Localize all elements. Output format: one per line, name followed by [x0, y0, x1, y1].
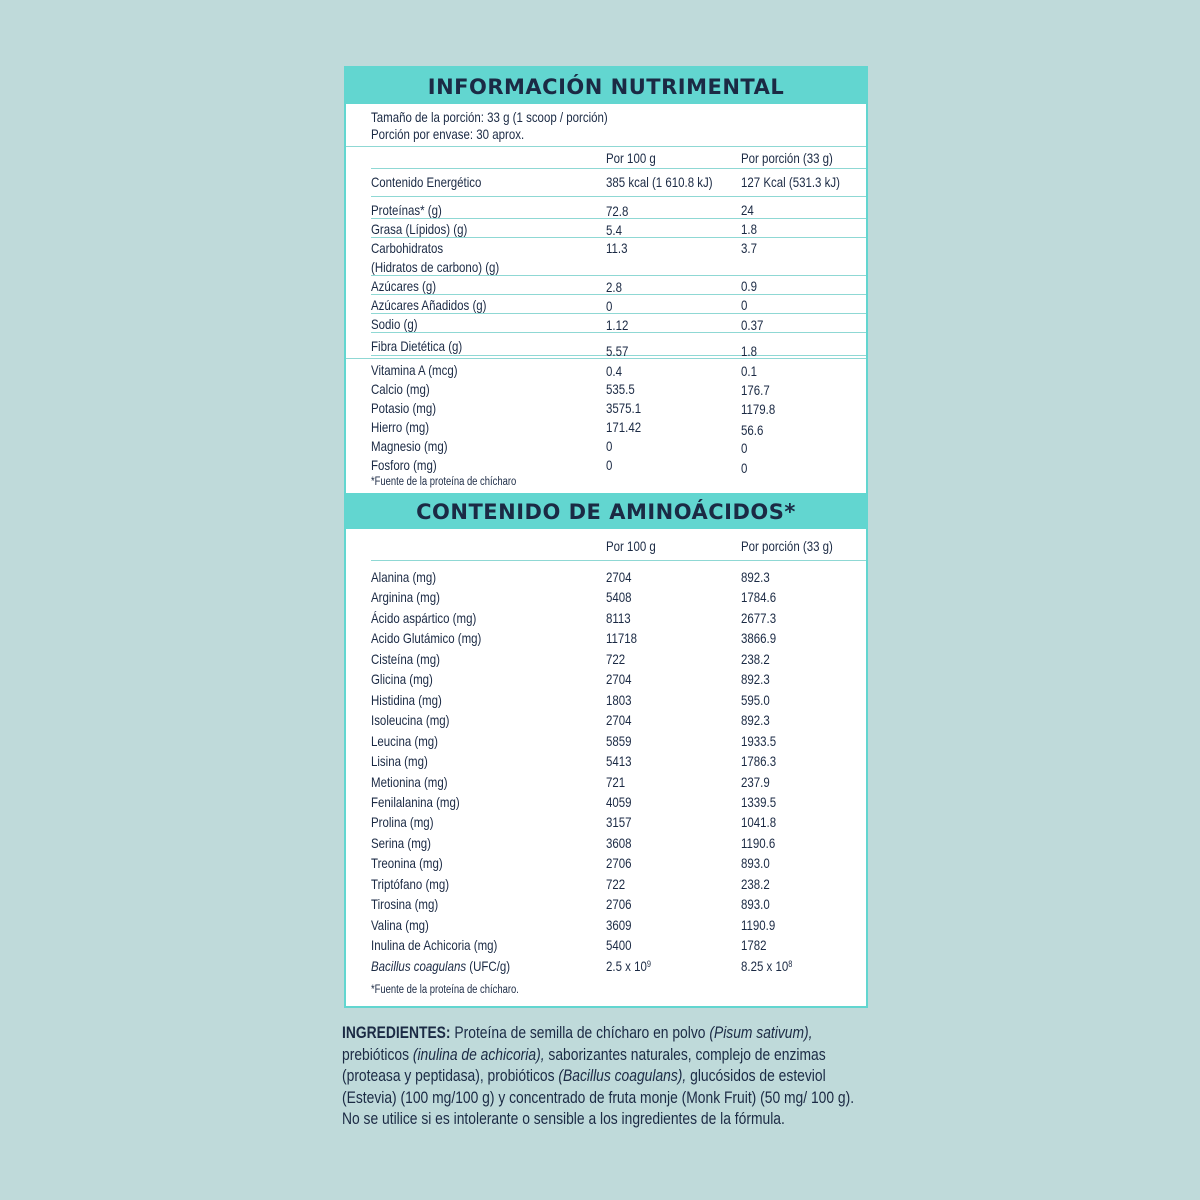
amino-per100: 722: [606, 651, 626, 667]
amino-per100: 722: [606, 876, 626, 892]
serving-size: Tamaño de la porción: 33 g (1 scoop / porción): [371, 109, 608, 125]
nutrient-per100: 5.4: [606, 222, 622, 238]
bacillus-label: Bacillus coagulans (UFC/g): [371, 958, 511, 974]
amino-per100: 11718: [606, 630, 638, 646]
nutrient-label: Calcio (mg): [371, 381, 430, 397]
ingredients-segment: (Pisum sativum),: [709, 1023, 813, 1042]
amino-perserving: 595.0: [741, 692, 770, 708]
ingredients-segment: (inulina de achicoria),: [412, 1044, 545, 1064]
nutrient-label: Grasa (Lípidos) (g): [371, 221, 468, 237]
ingredients-segment: (Estevia) (100 mg/100 g) y concentrado de fruta monje (Monk Fruit) (50 mg/ 100 g).: [342, 1087, 855, 1107]
amino-perserving: 2677.3: [741, 610, 777, 626]
amino-label: Alanina (mg): [371, 569, 437, 585]
amino-col-header-perserving: Por porción (33 g): [741, 538, 833, 554]
amino-per100: 721: [606, 774, 626, 790]
amino-per100: 3609: [606, 917, 632, 933]
amino-perserving: 237.9: [741, 774, 770, 790]
amino-per100: 8113: [606, 610, 631, 626]
ingredients-segment: glucósidos de esteviol: [686, 1066, 826, 1086]
nutrient-per100: 72.8: [606, 203, 629, 219]
divider: [371, 168, 866, 169]
bacillus-perserving: 8.25 x $10^8$: [741, 958, 793, 974]
ingredients-line: [342, 1044, 826, 1066]
nutrient-per100: 1.12: [606, 317, 629, 333]
nutrient-perserving: 0.37: [741, 317, 764, 333]
bacillus-per100: 2.5 x $10^9$: [606, 958, 651, 974]
amino-perserving: 1339.5: [741, 794, 777, 810]
amino-per100: 2704: [606, 569, 632, 585]
ingredients-line: [342, 1108, 785, 1130]
nutrient-label-cont: (Hidratos de carbono) (g): [371, 259, 500, 275]
nutrient-label: Azúcares (g): [371, 278, 437, 294]
amino-per100: 5400: [606, 937, 632, 953]
nutrient-per100: 0: [606, 457, 613, 473]
servings-per-container: Porción por envase: 30 aprox.: [371, 126, 525, 142]
ingredients-line: [342, 1022, 813, 1044]
nutrient-per100: 11.3: [606, 240, 628, 256]
amino-perserving: 1782: [741, 937, 767, 953]
amino-per100: 5408: [606, 589, 632, 605]
divider: [346, 146, 866, 147]
amino-perserving: 892.3: [741, 671, 770, 687]
nutrient-perserving: 24: [741, 202, 754, 218]
amino-perserving: 1786.3: [741, 753, 777, 769]
amino-footnote: *Fuente de la proteína de chícharo.: [371, 984, 519, 996]
nutrient-per100: 0.4: [606, 363, 622, 379]
ingredients-segment: No se utilice si es intolerante o sensible a los ingredientes de la fórmula.: [342, 1109, 785, 1129]
nutrition-panel: [344, 66, 868, 1008]
amino-per100: 5859: [606, 733, 632, 749]
nutrient-per100: 535.5: [606, 381, 635, 397]
energy-label: Contenido Energético: [371, 174, 482, 190]
nutrient-per100: 5.57: [606, 343, 629, 359]
nutrient-perserving: 0: [741, 460, 748, 476]
ingredients-segment: (proteasa y peptidasa), probióticos: [342, 1066, 559, 1086]
amino-label: Cisteína (mg): [371, 651, 440, 667]
amino-col-header-per100: Por 100 g: [606, 538, 656, 554]
nutrient-label: Potasio (mg): [371, 400, 437, 416]
nutrient-label: Magnesio (mg): [371, 438, 448, 454]
ingredients-segment: INGREDIENTES:: [342, 1023, 451, 1042]
amino-label: Ácido aspártico (mg): [371, 610, 477, 626]
amino-label: Inulina de Achicoria (mg): [371, 937, 498, 953]
amino-perserving: 1190.9: [741, 917, 776, 933]
amino-perserving: 893.0: [741, 855, 770, 871]
amino-perserving: 1784.6: [741, 589, 777, 605]
nutrient-per100: 3575.1: [606, 400, 642, 416]
amino-per100: 4059: [606, 794, 632, 810]
amino-per100: 2704: [606, 671, 632, 687]
nutrient-perserving: 0: [741, 297, 748, 313]
amino-label: Arginina (mg): [371, 589, 440, 605]
nutrient-perserving: 1.8: [741, 343, 757, 359]
ingredients-segment: saborizantes naturales, complejo de enzimas: [544, 1044, 826, 1064]
amino-label: Treonina (mg): [371, 855, 443, 871]
amino-label: Fenilalanina (mg): [371, 794, 460, 810]
amino-label: Leucina (mg): [371, 733, 438, 749]
divider: [371, 275, 866, 276]
nutrient-label: Sodio (g): [371, 316, 418, 332]
amino-label: Triptófano (mg): [371, 876, 450, 892]
nutrient-perserving: 1179.8: [741, 401, 776, 417]
amino-per100: 2704: [606, 712, 632, 728]
nutrient-label: Carbohidratos: [371, 240, 444, 256]
col-header-perserving: Por porción (33 g): [741, 150, 833, 166]
nutrient-perserving: 56.6: [741, 422, 764, 438]
amino-perserving: 238.2: [741, 651, 770, 667]
amino-label: Tirosina (mg): [371, 896, 439, 912]
amino-perserving: 892.3: [741, 712, 770, 728]
amino-title: CONTENIDO DE AMINOÁCIDOS*: [346, 493, 866, 529]
nutrition-footnote: *Fuente de la proteína de chícharo: [371, 476, 517, 488]
amino-label: Histidina (mg): [371, 692, 442, 708]
amino-label: Acido Glutámico (mg): [371, 630, 482, 646]
nutrition-title: INFORMACIÓN NUTRIMENTAL: [346, 68, 866, 104]
nutrient-label: Fosforo (mg): [371, 457, 437, 473]
nutrient-perserving: 3.7: [741, 240, 757, 256]
ingredients-text: [342, 1022, 882, 1130]
nutrient-label: Fibra Dietética (g): [371, 338, 463, 354]
nutrient-perserving: 0.9: [741, 278, 757, 294]
nutrient-label: Vitamina A (mcg): [371, 362, 458, 378]
nutrient-label: Azúcares Añadidos (g): [371, 297, 487, 313]
amino-per100: 2706: [606, 896, 632, 912]
energy-perserving: 127 Kcal (531.3 kJ): [741, 174, 840, 190]
ingredients-segment: Proteína de semilla de chícharo en polvo: [450, 1023, 710, 1042]
nutrient-perserving: 176.7: [741, 382, 770, 398]
amino-per100: 3157: [606, 814, 632, 830]
ingredients-line: [342, 1087, 855, 1109]
amino-perserving: 1041.8: [741, 814, 777, 830]
nutrient-per100: 2.8: [606, 279, 622, 295]
divider: [371, 313, 866, 314]
amino-per100: 3608: [606, 835, 632, 851]
amino-perserving: 3866.9: [741, 630, 777, 646]
nutrient-per100: 0: [606, 298, 613, 314]
nutrient-label: Hierro (mg): [371, 419, 430, 435]
nutrient-perserving: 0: [741, 440, 748, 456]
amino-perserving: 892.3: [741, 569, 770, 585]
ingredients-segment: prebióticos: [342, 1044, 413, 1064]
amino-label: Valina (mg): [371, 917, 429, 933]
amino-perserving: 1190.6: [741, 835, 776, 851]
amino-perserving: 893.0: [741, 896, 770, 912]
ingredients-segment: (Bacillus coagulans),: [558, 1066, 687, 1086]
amino-label: Isoleucina (mg): [371, 712, 450, 728]
amino-per100: 5413: [606, 753, 632, 769]
amino-label: Glicina (mg): [371, 671, 433, 687]
nutrient-per100: 0: [606, 438, 613, 454]
amino-per100: 2706: [606, 855, 632, 871]
ingredients-line: [342, 1065, 826, 1087]
amino-per100: 1803: [606, 692, 632, 708]
col-header-per100: Por 100 g: [606, 150, 656, 166]
amino-perserving: 1933.5: [741, 733, 777, 749]
amino-label: Prolina (mg): [371, 814, 434, 830]
nutrient-label: Proteínas* (g): [371, 202, 442, 218]
amino-label: Lisina (mg): [371, 753, 428, 769]
amino-label: Serina (mg): [371, 835, 431, 851]
amino-perserving: 238.2: [741, 876, 770, 892]
amino-label: Metionina (mg): [371, 774, 448, 790]
nutrient-perserving: 0.1: [741, 363, 757, 379]
energy-per100: 385 kcal (1 610.8 kJ): [606, 174, 713, 190]
nutrient-perserving: 1.8: [741, 221, 757, 237]
nutrient-per100: 171.42: [606, 419, 642, 435]
divider: [371, 560, 866, 561]
divider: [371, 196, 866, 197]
